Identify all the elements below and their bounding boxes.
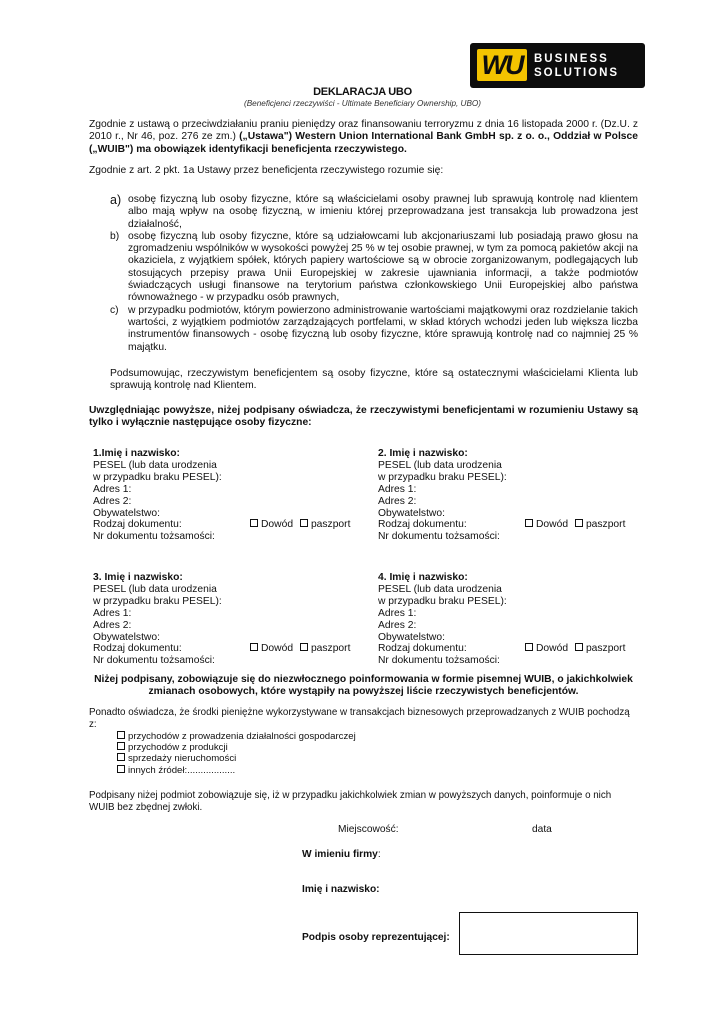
funds-source-item: [117, 742, 356, 753]
document-type-options: [250, 643, 350, 655]
address-2-label: Adres 2:: [378, 495, 417, 507]
definition-item: [110, 231, 638, 305]
logo-line-2: SOLUTIONS: [534, 67, 620, 79]
citizenship-label: Obywatelstwo:: [93, 631, 160, 643]
funds-source-checkbox[interactable]: [117, 742, 125, 750]
document-type-label: Rodzaj dokumentu:: [93, 643, 182, 655]
dowod-option-label: Dowód: [261, 519, 294, 531]
id-number-label: Nr dokumentu tożsamości:: [93, 531, 215, 543]
funds-source-item: [117, 753, 356, 764]
definition-intro: Zgodnie z art. 2 pkt. 1a Ustawy przez beneficjenta rzeczywistego rozumie się:: [89, 165, 444, 176]
funds-source-label: innych źródeł:..................: [128, 764, 236, 776]
document-type-options: [250, 519, 350, 531]
signature-box[interactable]: [459, 912, 638, 955]
address-1-label: Adres 1:: [93, 607, 132, 619]
pesel-label-continued: w przypadku braku PESEL):: [93, 595, 222, 607]
list-marker: c): [110, 304, 119, 316]
id-number-label: Nr dokumentu tożsamości:: [378, 531, 500, 543]
address-2-label: Adres 2:: [378, 619, 417, 631]
funds-source-intro: Ponadto oświadcza, że środki pieniężne wykorzystywane w transakcjach biznesowych przeprowadzanych z WUIB pochodzą z:: [89, 707, 630, 731]
funds-source-list: [117, 731, 356, 776]
funds-source-checkbox[interactable]: [117, 765, 125, 773]
document-type-row: [93, 519, 363, 531]
funds-source-label: przychodów z prowadzenia działalności gospodarczej: [128, 731, 356, 742]
person-block-3: [93, 572, 363, 667]
document-type-options: [525, 643, 625, 655]
address-2-label: Adres 2:: [93, 495, 132, 507]
definition-list: [110, 194, 638, 354]
pesel-label: PESEL (lub data urodzenia: [93, 459, 217, 471]
person-block-4: [378, 572, 648, 667]
dowod-option-label: Dowód: [536, 519, 569, 531]
pesel-label: PESEL (lub data urodzenia: [93, 583, 217, 595]
funds-source-item: [117, 731, 356, 742]
definition-item: [110, 305, 638, 354]
passport-option-label: paszport: [310, 643, 351, 655]
definition-text: osobę fizyczną lub osoby fizyczne, które są udziałowcami lub akcjonariuszami lub posiadają prawo głosu na zgromadzeniu wspólników w wysokości powyżej 25 % w tej osobie prawnej, w tym za pomocą pakietów akcji na okaziciela, z wyjątkiem spółek, których papiery wartościowe są w obrocie zorganizowanym, podlegających lub stosujących przepisy prawa Unii Europejskiej w zakresie ujawniania informacji, a także podmiotów świadczących usługi finansowe na terytorium państwa członkowskiego Unii Europejskiej albo państwa równoważnego - w przypadku osób prawnych,: [128, 230, 638, 304]
date-label: data: [532, 824, 552, 835]
passport-checkbox[interactable]: [300, 643, 308, 651]
citizenship-label: Obywatelstwo:: [378, 507, 445, 519]
pesel-label-continued: w przypadku braku PESEL):: [378, 471, 507, 483]
document-title: DEKLARACJA UBO: [313, 86, 412, 98]
passport-checkbox[interactable]: [575, 519, 583, 527]
document-type-row: [378, 519, 648, 531]
document-type-row: [378, 643, 648, 655]
definition-item: [110, 194, 638, 231]
summary-paragraph: Podsumowując, rzeczywistym beneficjentem są osoby fizyczne, które są ostatecznymi właścicielami Klienta lub sprawują kontrolę nad Klientem.: [110, 368, 638, 392]
law-paragraph: [89, 119, 638, 156]
list-marker: b): [110, 230, 120, 242]
id-number-label: Nr dokumentu tożsamości:: [378, 655, 500, 667]
document-type-options: [525, 519, 625, 531]
name-label: Imię i nazwisko:: [302, 884, 380, 895]
document-type-label: Rodzaj dokumentu:: [378, 519, 467, 531]
funds-source-item: [117, 765, 356, 776]
address-1-label: Adres 1:: [378, 607, 417, 619]
funds-source-label: przychodów z produkcji: [128, 742, 228, 754]
funds-source-label: sprzedaży nieruchomości: [128, 753, 237, 765]
citizenship-label: Obywatelstwo:: [378, 631, 445, 643]
address-1-label: Adres 1:: [93, 483, 132, 495]
document-type-label: Rodzaj dokumentu:: [378, 643, 467, 655]
citizenship-label: Obywatelstwo:: [93, 507, 160, 519]
pesel-label-continued: w przypadku braku PESEL):: [378, 595, 507, 607]
wu-logo-mark: WU: [477, 49, 527, 81]
on-behalf-label: W imieniu firmy:: [302, 849, 381, 860]
id-number-label: Nr dokumentu tożsamości:: [93, 655, 215, 667]
passport-checkbox[interactable]: [575, 643, 583, 651]
passport-checkbox[interactable]: [300, 519, 308, 527]
law-text: Zgodnie z ustawą o przeciwdziałaniu praniu pieniędzy oraz finansowaniu terroryzmu z dnia 16 listopada 2000 r. (Dz.U. z 2010 r., Nr 46, poz. 276 ze zm.): [89, 119, 638, 143]
address-1-label: Adres 1:: [378, 483, 417, 495]
passport-option-label: paszport: [585, 519, 626, 531]
person-name-label: 4. Imię i nazwisko:: [378, 572, 468, 583]
definition-text: w przypadku podmiotów, którym powierzono administrowanie wartościami majątkowymi oraz rozdzielanie takich wartości, z wyjątkiem podmiotów zarządzających portfelami, w skład których wchodzi jeden lub większa liczba instrumentów finansowych - osobę fizyczną lub osoby fizyczne, które sprawują kontrolę nad co najmniej 25 % majątku.: [128, 304, 638, 353]
dowod-checkbox[interactable]: [525, 643, 533, 651]
dowod-checkbox[interactable]: [250, 643, 258, 651]
dowod-checkbox[interactable]: [525, 519, 533, 527]
list-marker: a): [110, 193, 122, 207]
dowod-option-label: Dowód: [536, 643, 569, 655]
logo-line-1: BUSINESS: [534, 53, 609, 65]
person-block-1: [93, 448, 363, 543]
document-type-row: [93, 643, 363, 655]
place-label: Miejscowość:: [338, 824, 399, 835]
funds-source-checkbox[interactable]: [117, 753, 125, 761]
passport-option-label: paszport: [585, 643, 626, 655]
passport-option-label: paszport: [310, 519, 351, 531]
pesel-label: PESEL (lub data urodzenia: [378, 459, 502, 471]
person-name-label: 3. Imię i nazwisko:: [93, 572, 183, 583]
declaration-paragraph: Uwzględniając powyższe, niżej podpisany oświadcza, że rzeczywistymi beneficjentami w rozumieniu Ustawy są tylko i wyłącznie następujące osoby fizyczne:: [89, 405, 638, 429]
person-block-2: [378, 448, 648, 543]
document-type-label: Rodzaj dokumentu:: [93, 519, 182, 531]
address-2-label: Adres 2:: [93, 619, 132, 631]
definition-text: osobę fizyczną lub osoby fizyczne, które są właścicielami osoby prawnej lub sprawują kontrolę nad klientem albo mają wpływ na osobę fizyczną, w imieniu której przeprowadzana jest transakcja lub prowadzona jest działalność,: [128, 194, 638, 230]
funds-source-checkbox[interactable]: [117, 731, 125, 739]
signature-label: Podpis osoby reprezentującej:: [302, 932, 450, 943]
document-subtitle: (Beneficjenci rzeczywiści - Ultimate Beneficiary Ownership, UBO): [243, 99, 482, 108]
dowod-option-label: Dowód: [261, 643, 294, 655]
undertaking-paragraph: Podpisany niżej podmiot zobowiązuje się, iż w przypadku jakichkolwiek zmian w powyższych danych, poinformuje o nich WUIB bez zbędnej zwłoki.: [89, 790, 612, 814]
law-bold-text: („Ustawa") Western Union International Bank GmbH sp. z o. o., Oddział w Polsce („WUIB") ma obowiązek identyfikacji beneficjenta rzeczywistego.: [89, 131, 638, 155]
pesel-label: PESEL (lub data urodzenia: [378, 583, 502, 595]
pesel-label-continued: w przypadku braku PESEL):: [93, 471, 222, 483]
person-name-label: 1.Imię i nazwisko:: [93, 448, 180, 459]
western-union-business-solutions-logo: [470, 43, 645, 88]
obligation-paragraph: Niżej podpisany, zobowiązuje się do niezwłocznego poinformowania w formie pisemnej WUIB, o jakichkolwiek zmianach osobowych, które wystąpiły na powyższej liście rzeczywistych beneficjentów.: [94, 674, 633, 698]
person-name-label: 2. Imię i nazwisko:: [378, 448, 468, 459]
dowod-checkbox[interactable]: [250, 519, 258, 527]
